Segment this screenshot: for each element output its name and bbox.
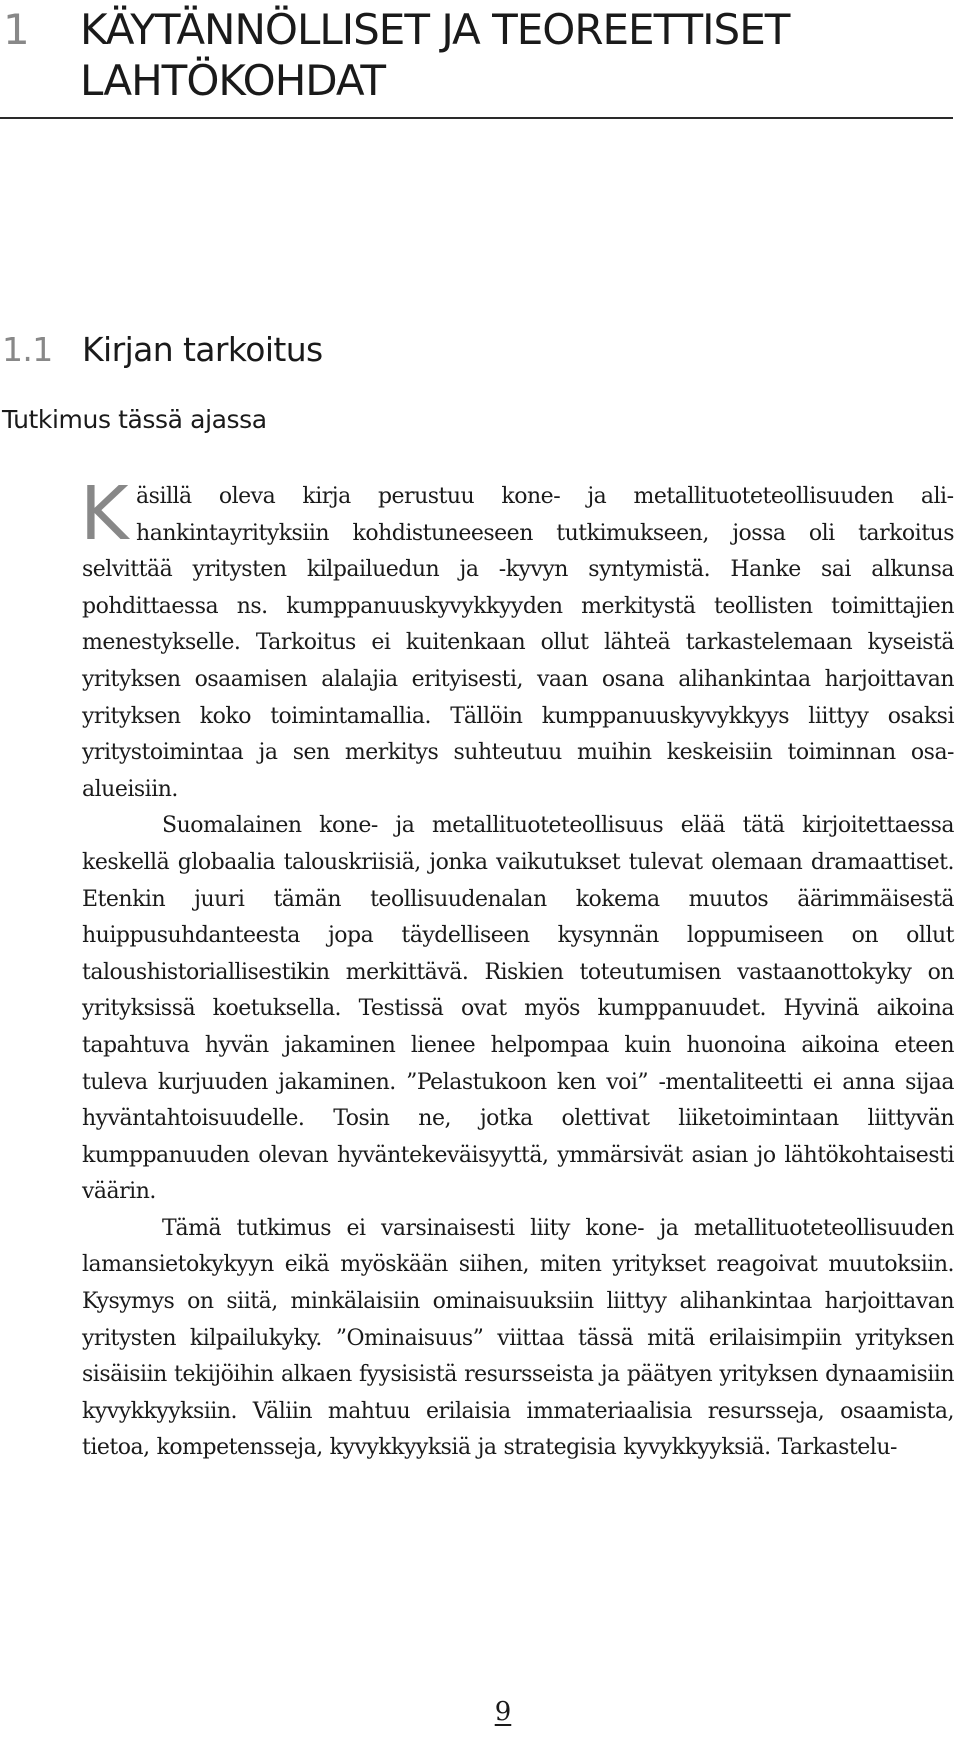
chapter-rule (0, 117, 953, 119)
body-text (80, 471, 954, 1467)
chapter-number: 1 (3, 5, 29, 54)
section-title: Kirjan tarkoitus (82, 330, 323, 369)
section-number: 1.1 (2, 330, 53, 369)
paragraph-1-text: äsillä oleva kirja perustuu kone- ja metallituoteteollisuuden alihankintayrityksiin kohdistuneeseen tutkimukseen, jossa oli tarkoitus selvittää yritysten kilpailuedun ja -kyvyn syntymistä. Hanke sai alkunsa pohdittaessa ns. kumppanuuskyvykkyyden merkitystä teollisten toimittajien menestykselle. Tarkoitus ei kuitenkaan ollut lähteä tarkastelemaan kyseistä yrityksen osaamisen alalajia erityisesti, vaan osana alihankintaa harjoittavan yrityksen koko toimintamallia. Tällöin kumppanuuskyvykkyys liittyy osaksi yritystoimintaa ja sen merkitys suhteutuu muihin keskeisiin toiminnan osa-alueisiin. (82, 484, 954, 802)
chapter-heading (0, 4, 955, 106)
paragraph-2: Suomalainen kone- ja metallituoteteollisuus elää tätä kirjoitettaessa keskellä globaalia talouskriisiä, jonka vaikutukset tulevat olemaan dramaattiset. Etenkin juuri tämän teollisuudenalan kokema muutos äärimmäisestä huippusuhdanteesta jopa täydelliseen kysynnän loppumiseen on ollut taloushistoriallisestikin merkittävä. Riskien toteutumisen vastaanottokyky on yrityksissä koetuksella. Testissä ovat myös kumppanuudet. Hyvinä aikoina tapahtuva hyvän jakaminen lienee helpompaa kuin huonoina aikoina eteen tuleva kurjuuden jakaminen. ”Pelastukoon ken voi” -mentaliteetti ei anna sijaa hyväntahtoisuudelle. Tosin ne, jotka olettivat liiketoimintaan liittyvän kumppanuuden olevan hyväntekeväisyyttä, ymmärsivät asian jo lähtökohtaisesti väärin. (82, 813, 954, 1205)
chapter-title: KÄYTÄNNÖLLISET JA TEOREETTISET LAHTÖKOHDAT (80, 5, 790, 105)
paragraph-1 (80, 471, 954, 808)
section-heading (0, 330, 323, 370)
page-number: 9 (494, 1697, 512, 1727)
drop-cap: K (80, 471, 129, 557)
subsection-heading: Tutkimus tässä ajassa (2, 405, 267, 434)
paragraph-3: Tämä tutkimus ei varsinaisesti liity kone- ja metallituoteteollisuuden lamansietokykyyn eikä myöskään siihen, miten yritykset reagoivat muutoksiin. Kysymys on siitä, minkälaisiin ominaisuuksiin liittyy alihankintaa harjoittavan yritysten kilpailukyky. ”Ominaisuus” viittaa tässä mitä erilaisimpiin yrityksen sisäisiin tekijöihin alkaen fyysisistä resursseista ja päätyen yrityksen dynaamisiin kyvykkyyksiin. Väliin mahtuu erilaisia immateriaalisia resursseja, osaamista, tietoa, kompetensseja, kyvykkyyksiä ja strategisia kyvykkyyksiä. Tarkastelu- (82, 1215, 954, 1461)
